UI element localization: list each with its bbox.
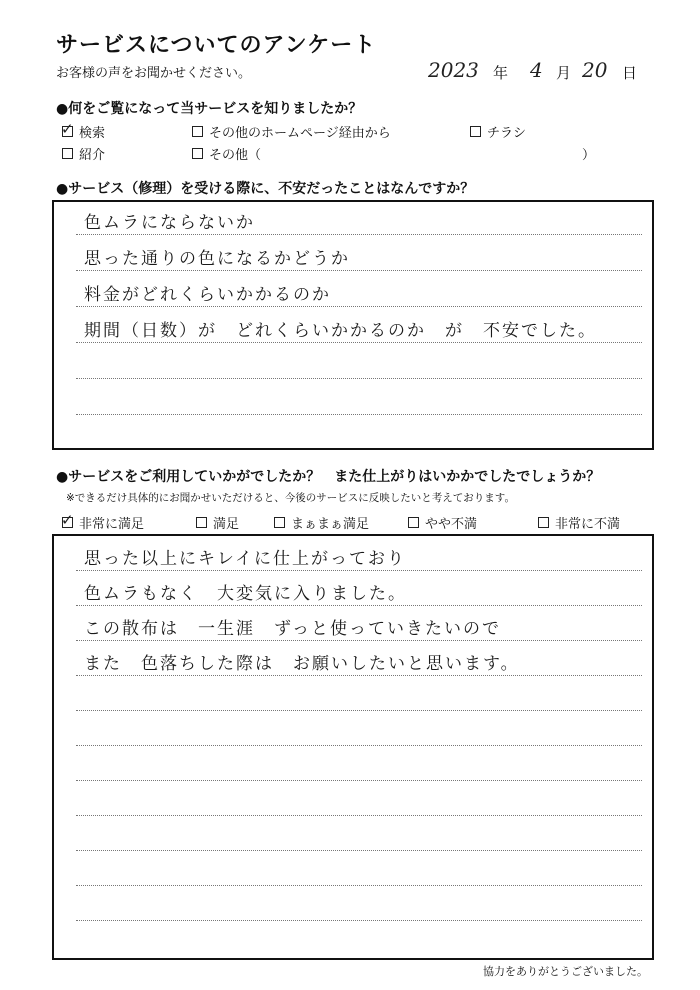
answer-line <box>76 850 642 851</box>
footer-thanks: 協力をありがとうございました。 <box>483 965 648 978</box>
date-month-label: 月 <box>556 64 572 82</box>
q3-answer-box[interactable] <box>52 534 654 960</box>
handwritten-answer-line: 思った通りの色になるかどうか <box>84 249 350 269</box>
answer-line <box>76 745 642 746</box>
handwritten-answer-line: また 色落ちした際は お願いしたいと思います。 <box>84 654 520 674</box>
survey-subtitle: お客様の声をお聞かせください。 <box>56 66 252 81</box>
answer-line <box>76 570 642 571</box>
checkbox-checked-icon[interactable] <box>62 126 73 137</box>
answer-line <box>76 342 642 343</box>
date-month: 4 <box>530 58 543 82</box>
answer-line <box>76 920 642 921</box>
q3-option-very-satisfied[interactable] <box>62 513 144 532</box>
option-label: まぁまぁ満足 <box>291 517 370 532</box>
checkbox-icon[interactable] <box>408 517 419 528</box>
checkbox-icon[interactable] <box>274 517 285 528</box>
answer-line <box>76 675 642 676</box>
answer-line <box>76 780 642 781</box>
option-label: 検索 <box>79 126 106 141</box>
checkbox-icon[interactable] <box>538 517 549 528</box>
answer-line <box>76 640 642 641</box>
q2-answer-box[interactable] <box>52 200 654 450</box>
answer-line <box>76 306 642 307</box>
checkbox-icon[interactable] <box>192 126 203 137</box>
option-label: 満足 <box>213 517 240 532</box>
date-day: 20 <box>582 58 608 82</box>
date-day-label: 日 <box>622 64 638 82</box>
q1-option-referral[interactable] <box>62 144 105 163</box>
answer-line <box>76 605 642 606</box>
checkbox-icon[interactable] <box>470 126 481 137</box>
handwritten-answer-line: 色ムラにならないか <box>84 213 255 233</box>
option-label: その他のホームページ経由から <box>209 126 391 141</box>
q3-option-very-dissatisfied[interactable] <box>538 513 620 532</box>
q1-option-other[interactable] <box>192 144 261 163</box>
option-label: 非常に満足 <box>79 517 145 532</box>
handwritten-answer-line: 思った以上にキレイに仕上がっており <box>84 549 406 569</box>
answer-line <box>76 378 642 379</box>
q3-note: ※できるだけ具体的にお聞かせいただけると、今後のサービスに反映したいと考えております。 <box>66 492 515 504</box>
answer-line <box>76 710 642 711</box>
q2-question: ●サービス（修理）を受ける際に、不安だったことはなんですか？ <box>56 181 475 197</box>
option-label: 紹介 <box>79 148 106 163</box>
checkbox-icon[interactable] <box>62 148 73 159</box>
option-label: やや不満 <box>425 517 478 532</box>
handwritten-answer-line: 料金がどれくらいかかるのか <box>84 285 331 305</box>
date-year: 2023 <box>428 58 479 82</box>
answer-line <box>76 234 642 235</box>
handwritten-answer-line: この散布は 一生涯 ずっと使っていきたいので <box>84 619 501 639</box>
handwritten-answer-line: 期間（日数）が どれくらいかかるのか が 不安でした。 <box>84 321 597 341</box>
answer-line <box>76 270 642 271</box>
survey-title: サービスについてのアンケート <box>56 33 377 58</box>
q1-question: ●何をご覧になって当サービスを知りましたか？ <box>56 101 363 117</box>
checkbox-checked-icon[interactable] <box>62 517 73 528</box>
q1-option-flyer[interactable] <box>470 122 526 141</box>
q1-other-close-paren: ） <box>582 148 596 163</box>
option-label: 非常に不満 <box>555 517 621 532</box>
handwritten-answer-line: 色ムラもなく 大変気に入りました。 <box>84 584 407 604</box>
option-label: チラシ <box>487 126 527 141</box>
answer-line <box>76 885 642 886</box>
q3-question: ●サービスをご利用していかがでしたか？ また仕上がりはいかかでしたでしょうか？ <box>56 469 601 485</box>
q1-option-search[interactable] <box>62 122 105 141</box>
option-label: その他（ <box>209 148 262 163</box>
date-year-label: 年 <box>493 64 509 82</box>
checkbox-icon[interactable] <box>196 517 207 528</box>
q1-option-other-homepage[interactable] <box>192 122 391 141</box>
checkbox-icon[interactable] <box>192 148 203 159</box>
answer-line <box>76 414 642 415</box>
q3-option-satisfied[interactable] <box>196 513 239 532</box>
q3-option-somewhat-dissatisfied[interactable] <box>408 513 477 532</box>
q3-option-somewhat-satisfied[interactable] <box>274 513 369 532</box>
answer-line <box>76 815 642 816</box>
